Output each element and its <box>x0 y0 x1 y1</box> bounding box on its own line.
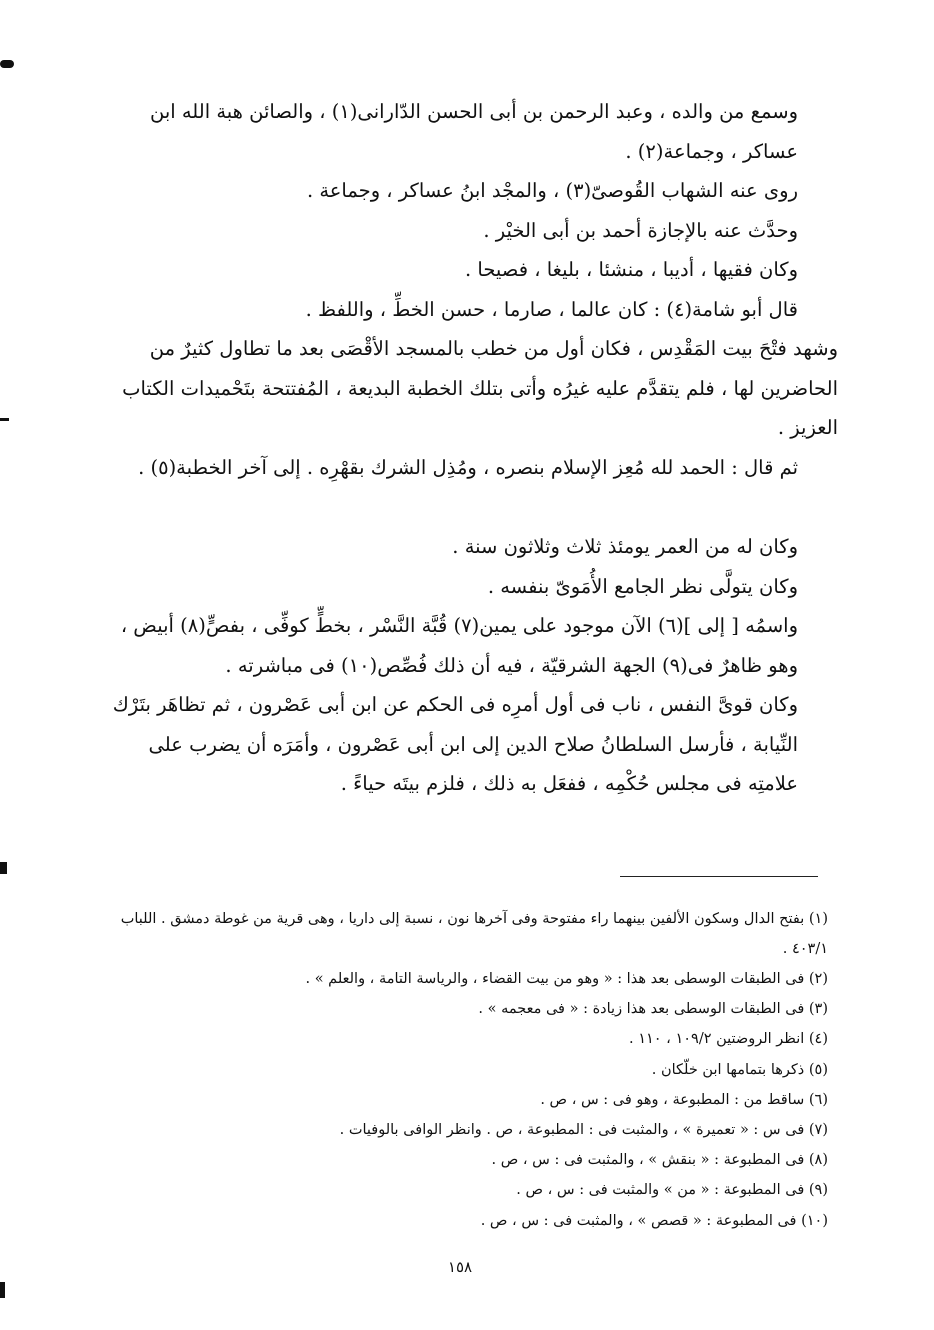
footnote: (٧) فى س : « تعميرة » ، والمثبت فى : المطبوعة ، ص . وانظر الوافى بالوفيات . <box>339 1122 828 1139</box>
scan-mark-top <box>0 60 14 68</box>
paragraph: وشهد فتْحَ بيت المَقْدِس ، فكان أول من خطب بالمسجد الأقْصَى بعد ما تطاول كثيرٌ من الحاضرين لها ، فلم يتقدَّم عليه غيرُه وأتى بتلك الخطبة البديعة ، المُفتتحة بتَحْميدات الكتاب العزيز . <box>122 337 838 439</box>
scan-mark-lower <box>0 862 7 874</box>
footnote: (٩) فى المطبوعة : « من » والمثبت فى : س ، ص . <box>516 1182 828 1199</box>
footnote: (٥) ذكرها بتمامها ابن خلّكان . <box>651 1061 828 1078</box>
scan-mark-middle <box>0 418 9 421</box>
paragraph: وسمع من والده ، وعبد الرحمن بن أبى الحسن الدّارانى(١) ، والصائن هبة الله ابن عساكر ، وجماعة(٢) . <box>149 100 798 163</box>
paragraph: وكان له من العمر يومئذ ثلاث وثلاثون سنة . <box>452 535 798 558</box>
footnote: (٣) فى الطبقات الوسطى بعد هذا زيادة : « فى معجمه » . <box>478 1001 828 1018</box>
paragraph: واسمُه [ إلى ](٦) الآن موجود على يمين(٧) قُبَّة النَّسْر ، بخطٍّ كوفِّى ، بفصٍّ(٨) أبيض ، وهو ظاهرٌ فى(٩) الجهة الشرقيّة ، فيه أن ذلك فُصِّص(١٠) فى مباشرته . <box>120 614 798 677</box>
paragraph: روى عنه الشهاب القُوصىّ(٣) ، والمجْد ابنُ عساكر ، وجماعة . <box>306 179 798 202</box>
paragraph: قال أبو شامة(٤) : كان عالما ، صارما ، حسن الخطِّ ، واللفظ . <box>305 297 798 321</box>
main-text <box>100 92 838 804</box>
paragraph: وكان يتولَّى نظر الجامع الأُمَوىّ بنفسه . <box>487 574 798 598</box>
footnotes <box>100 904 828 1236</box>
footnote: (٨) فى المطبوعة : « بنقش » ، والمثبت فى : س ، ص . <box>491 1152 828 1169</box>
paragraph: وحدَّث عنه بالإجازة أحمد بن أبى الخيْر . <box>483 218 798 242</box>
scan-mark-bottom <box>0 1282 5 1298</box>
footnote: (٢) فى الطبقات الوسطى بعد هذا : « وهو من بيت القضاء ، والرياسة التامة ، والعلم » . <box>305 971 828 987</box>
paragraph: وكان فقيها ، أديبا ، منشئا ، بليغا ، فصيحا . <box>465 258 798 281</box>
page-number: ١٥٨ <box>447 1258 473 1276</box>
paragraph: وكان قوىَّ النفس ، ناب فى أول أمرِه فى الحكم عن ابن أبى عَصْرون ، ثم تظاهَر بتَرْك النِّيابة ، فأرسل السلطانُ صلاح الدين إلى ابن أبى عَصْرون ، وأمَرَه أن يضرب على علامتِه فى مجلس حُكْمِه ، ففعَل به ذلك ، فلزم بيتَه حياءً . <box>112 693 798 795</box>
footnote: (١٠) فى المطبوعة : « قصص » ، والمثبت فى : س ، ص . <box>480 1212 828 1229</box>
paragraph: ثم قال : الحمد لله مُعِز الإسلام بنصره ، ومُذِل الشرك بقهْرِه . إلى آخر الخطبة(٥) . <box>138 456 798 479</box>
footnote: (٤) انظر الروضتين ١٠٩/٢ ، ١١٠ . <box>628 1031 828 1048</box>
footnote-separator <box>620 876 818 877</box>
footnote: (١) بفتح الدال وسكون الألفين بينهما راء مفتوحة وفى آخرها نون ، نسبة إلى داريا ، وهى قرية من غوطة دمشق . اللباب ٤٠٣/١ . <box>120 911 828 958</box>
footnote: (٦) ساقط من : المطبوعة ، وهو فى : س ، ص . <box>540 1091 828 1108</box>
